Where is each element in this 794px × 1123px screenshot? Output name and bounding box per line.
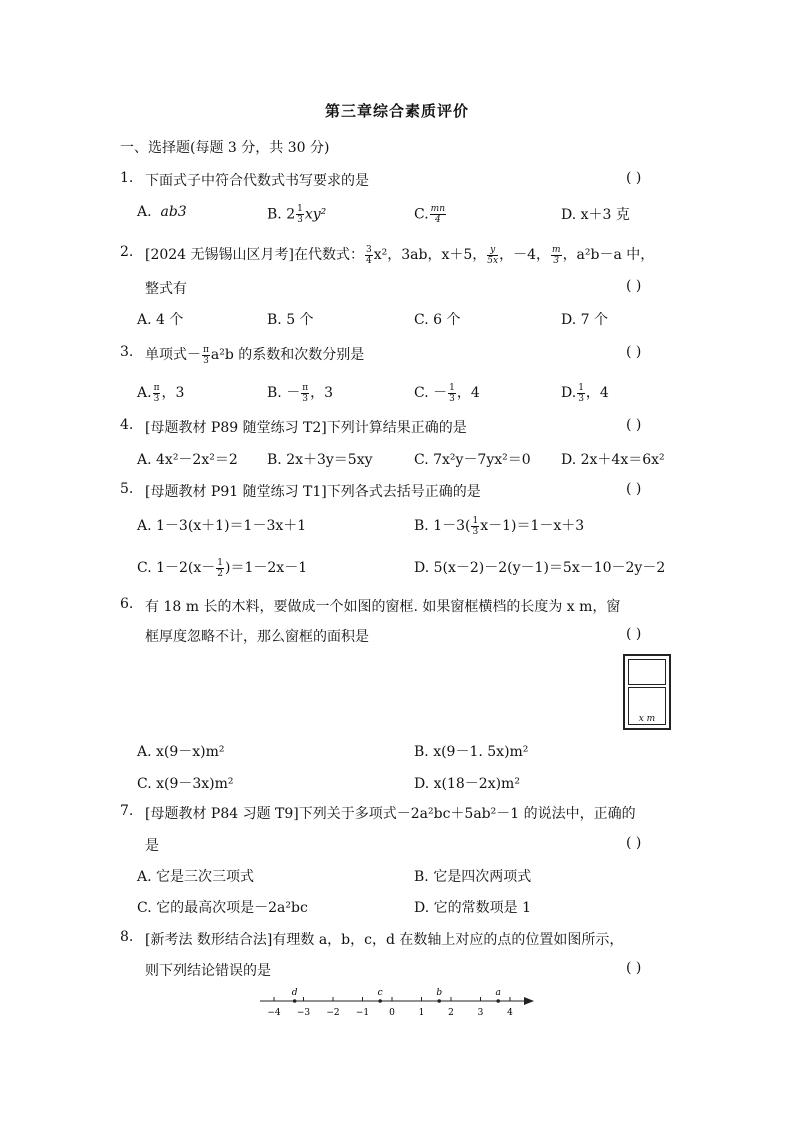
window-top-pane bbox=[628, 659, 666, 685]
q7-option-b: B. 它是四次两项式 bbox=[414, 869, 532, 885]
number-line-point-c bbox=[378, 999, 382, 1003]
number-line-tick-label: 0 bbox=[389, 1008, 395, 1018]
number-line-tick-label: −4 bbox=[267, 1008, 281, 1018]
q5-option-c: C. 1－2(x－ $\frac{1}{2}$ )＝1－2x－1 bbox=[137, 557, 308, 579]
q3-option-c: C. － $\frac{1}{3}$ ，4 bbox=[414, 382, 480, 404]
number-line-tick-label: 1 bbox=[418, 1008, 425, 1018]
q3-option-a: A. $\frac{\pi}{3}$ ，3 bbox=[137, 382, 185, 404]
q1-option-c: C. $\frac{mn}{4}$ bbox=[414, 204, 446, 225]
number-line-figure bbox=[258, 985, 538, 1021]
q8-text-line1: [新考法 数形结合法]有理数 a，b，c，d 在数轴上对应的点的位置如图所示， bbox=[145, 932, 624, 948]
q5-answer-paren: ( ) bbox=[626, 481, 642, 497]
q6-option-b: B. x(9－1. 5x)m² bbox=[414, 744, 529, 760]
q4-option-b: B. 2x＋3y＝5xy bbox=[267, 452, 373, 468]
q1-number: 1. bbox=[120, 170, 134, 186]
q3-answer-paren: ( ) bbox=[626, 344, 642, 360]
q7-number: 7. bbox=[120, 803, 134, 819]
q6-option-d: D. x(18－2x)m² bbox=[414, 776, 520, 792]
q1-option-a: A. ab3 bbox=[137, 204, 187, 220]
q5-text: [母题教材 P91 随堂练习 T1]下列各式去括号正确的是 bbox=[145, 484, 481, 500]
q4-answer-paren: ( ) bbox=[626, 417, 642, 433]
q3-option-b: B. － $\frac{\pi}{3}$ ，3 bbox=[267, 382, 334, 404]
q7-option-d: D. 它的常数项是 1 bbox=[414, 900, 531, 916]
q7-option-c: C. 它的最高次项是－2a²bc bbox=[137, 900, 308, 916]
q2-number: 2. bbox=[120, 244, 134, 260]
q2-option-b: B. 5 个 bbox=[267, 312, 314, 328]
q2-answer-paren: ( ) bbox=[626, 278, 642, 294]
q4-option-d: D. 2x＋4x＝6x² bbox=[561, 452, 665, 468]
q6-option-a: A. x(9－x)m² bbox=[137, 744, 225, 760]
q5-option-a: A. 1－3(x＋1)＝1－3x＋1 bbox=[137, 518, 307, 534]
window-frame-figure bbox=[623, 654, 671, 730]
q4-text: [母题教材 P89 随堂练习 T2]下列计算结果正确的是 bbox=[145, 420, 467, 436]
number-line-tick-label: −1 bbox=[355, 1008, 370, 1018]
number-line-point-label-d: d bbox=[291, 988, 298, 998]
q2-option-a: A. 4 个 bbox=[137, 312, 184, 328]
q3-number: 3. bbox=[120, 344, 134, 360]
q7-answer-paren: ( ) bbox=[626, 835, 642, 851]
q2-option-c: C. 6 个 bbox=[414, 312, 461, 328]
q6-text-line2: 框厚度忽略不计，那么窗框的面积是 bbox=[145, 629, 369, 645]
q3-text: 单项式－ $\frac{\pi}{3}$ a²b 的系数和次数分别是 bbox=[145, 344, 365, 366]
number-line-tick-label: −3 bbox=[296, 1008, 311, 1018]
q8-answer-paren: ( ) bbox=[626, 960, 642, 976]
q6-option-c: C. x(9－3x)m² bbox=[137, 776, 234, 792]
q7-text-line1: [母题教材 P84 习题 T9]下列关于多项式－2a²bc＋5ab²－1 的说法中，正确的 bbox=[145, 806, 636, 822]
q1-answer-paren: ( ) bbox=[626, 170, 642, 186]
q1-option-b: B. 2 $\frac{1}{3}$ xy² bbox=[267, 204, 327, 225]
number-line-point-label-c: c bbox=[377, 988, 383, 998]
number-line-point-a bbox=[496, 999, 500, 1003]
q1-option-d: D. x＋3 克 bbox=[561, 207, 630, 223]
window-width-label: x m bbox=[638, 714, 656, 724]
number-line-tick-label: 4 bbox=[507, 1008, 513, 1018]
q4-number: 4. bbox=[120, 417, 134, 433]
q5-option-d: D. 5(x－2)－2(y－1)＝5x－10－2y－2 bbox=[414, 560, 666, 576]
section-heading: 一、选择题(每题 3 分，共 30 分) bbox=[120, 140, 330, 156]
q5-option-b: B. 1－3( $\frac{1}{3}$ x－1)＝1－x＋3 bbox=[414, 515, 585, 537]
q5-number: 5. bbox=[120, 481, 134, 497]
number-line-point-b bbox=[437, 999, 441, 1003]
q6-text-line1: 有 18 m 长的木料，要做成一个如图的窗框. 如果窗框横档的长度为 x m，窗 bbox=[145, 599, 621, 615]
number-line-tick-label: −2 bbox=[326, 1008, 340, 1018]
q6-answer-paren: ( ) bbox=[626, 626, 642, 642]
q8-text-line2: 则下列结论错误的是 bbox=[145, 963, 271, 979]
q4-option-c: C. 7x²y－7yx²＝0 bbox=[414, 452, 531, 468]
number-line-point-label-b: b bbox=[436, 988, 443, 998]
number-line-tick-label: 2 bbox=[448, 1008, 454, 1018]
q3-option-d: D. $\frac{1}{3}$ ，4 bbox=[561, 382, 609, 404]
q8-number: 8. bbox=[120, 929, 134, 945]
q4-option-a: A. 4x²－2x²＝2 bbox=[137, 452, 238, 468]
q2-text-line2: 整式有 bbox=[145, 281, 187, 297]
number-line-point-label-a: a bbox=[495, 988, 501, 998]
q7-option-a: A. 它是三次三项式 bbox=[137, 869, 255, 885]
number-line-point-d bbox=[293, 999, 297, 1003]
q2-text-line1: [2024 无锡锡山区月考]在代数式： $\frac{3}{4}$ x²，3ab，x＋5， $\frac{y}{5x}$ ，－4， $\frac{m}{3}$ ，a²b－a 中， bbox=[145, 244, 655, 266]
q7-text-line2: 是 bbox=[145, 838, 159, 854]
page-title: 第三章综合素质评价 bbox=[324, 102, 469, 120]
number-line-tick-label: 3 bbox=[477, 1008, 484, 1018]
number-line-arrow bbox=[524, 997, 534, 1005]
q2-option-d: D. 7 个 bbox=[561, 312, 608, 328]
q1-text: 下面式子中符合代数式书写要求的是 bbox=[145, 173, 369, 189]
q6-number: 6. bbox=[120, 596, 134, 612]
